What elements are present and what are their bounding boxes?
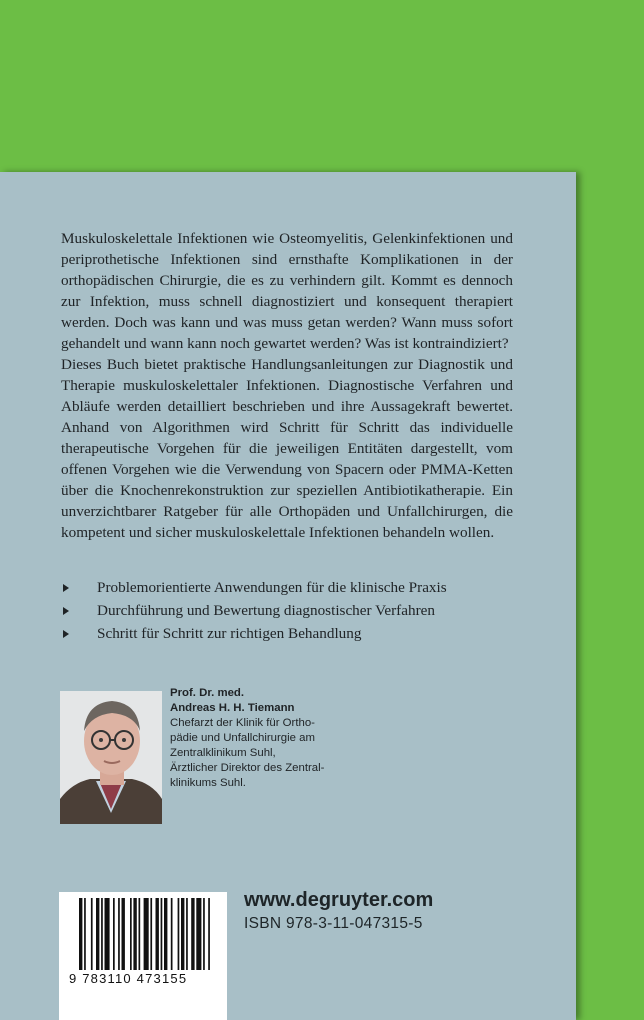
author-title: Prof. Dr. med. (170, 687, 245, 699)
barcode-bars (59, 892, 227, 972)
feature-list (61, 576, 531, 645)
author-info (170, 686, 400, 791)
triangle-bullet-icon (63, 584, 69, 592)
author-bio-line: Chefarzt der Klinik für Ortho- (170, 717, 315, 729)
author-bio-line: klinikums Suhl. (170, 777, 246, 789)
isbn-barcode (59, 892, 227, 1020)
author-bio-line: Zentralklinikum Suhl, (170, 747, 276, 759)
feature-text: Problemorientierte Anwendungen für die klinische Praxis (97, 579, 447, 596)
triangle-bullet-icon (63, 607, 69, 615)
feature-item (61, 576, 531, 599)
author-name: Andreas H. H. Tiemann (170, 702, 295, 714)
blurb-text (61, 228, 513, 543)
back-cover (0, 172, 576, 1020)
blurb-paragraph-1: Muskuloskelettale Infektionen wie Osteomyelitis, Gelenkinfektionen und periprothetische Infektionen sind ernsthafte Komplikationen in der orthopädischen Chirurgie, die es zu verhindern gilt. Kommt es dennoch zur Infektion, muss schnell diagnostiziert und konsequent therapiert werden. Doch was kann und was muss getan werden? Wann muss sofort gehandelt und wann kann noch gewartet werden? Was ist kontraindiziert? (61, 230, 513, 352)
barcode-number: 9 783110 473155 (69, 971, 188, 986)
feature-item (61, 599, 531, 622)
author-bio-line: Ärztlicher Direktor des Zentral- (170, 762, 325, 774)
triangle-bullet-icon (63, 630, 69, 638)
blurb-paragraph-2: Dieses Buch bietet praktische Handlungsanleitungen zur Diagnostik und Therapie muskuloskelettaler Infektionen. Diagnostische Verfahren und Abläufe werden detailliert beschrieben und ihre Aussagekraft bewertet. Anhand von Algorithmen wird Schritt für Schritt das individuelle therapeutische Vorgehen für die jeweiligen Entitäten dargestellt, vom offenen Vorgehen wie die Verwendung von Spacern oder PMMA-Ketten über die Knochenrekonstruktion zur speziellen Antibiotikatherapie. Ein unverzichtbarer Ratgeber für alle Orthopäden und Unfallchirurgen, die kompetent und sicher muskuloskelettale Infektionen behandeln wollen. (61, 356, 513, 541)
publisher-url: www.degruyter.com (244, 889, 434, 911)
isbn-text: ISBN 978-3-11-047315-5 (244, 915, 423, 932)
feature-text: Schritt für Schritt zur richtigen Behandlung (97, 625, 362, 642)
feature-text: Durchführung und Bewertung diagnostischer Verfahren (97, 602, 435, 619)
author-bio-line: pädie und Unfallchirurgie am (170, 732, 315, 744)
feature-item (61, 622, 531, 645)
author-photo (60, 691, 162, 824)
author-portrait-image (60, 691, 162, 824)
